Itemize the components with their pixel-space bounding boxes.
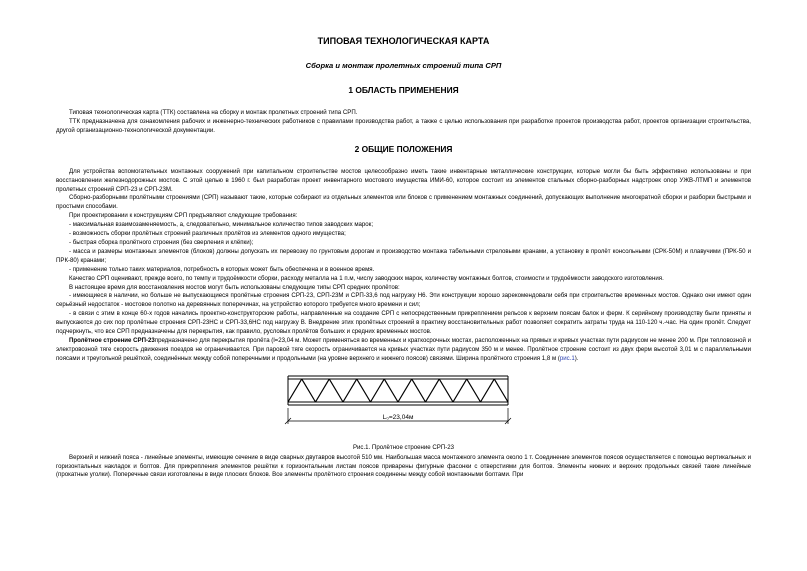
section-2-paragraph: При проектировании к конструкциям СРП предъявляют следующие требования: <box>69 212 298 220</box>
section-2-paragraph: Качество СРП оценивают, прежде всего, по темпу и трудоёмкости сборки, расходу металла на 1 п.м, числу заводских марок, количеству монтажных болтов, стоимости и трудоёмкости заводского изготовления. <box>69 274 664 282</box>
truss-diagonal <box>343 379 357 402</box>
truss-diagonal <box>316 379 330 402</box>
section-2-paragraph: Для устройства вспомогательных монтажных сооружений при капитальном строительстве мостов целесообразно иметь такие инвентарные металлические конструкции, которые могли бы быть эффективно использованы и при восстановлении железнодорожных мостов. С этой целью в 1960 г. был разработан проект инвентарного мостового имущества ИМИ-60, которое состоит из элементов стальных сборно-разборных надстроек опор УЖВ-ЛТМП и элементов пролетных строений СРП-23 и СРП-23М. <box>56 167 751 193</box>
section-2-heading: 2 ОБЩИЕ ПОЛОЖЕНИЯ <box>354 143 453 154</box>
requirement-item: - возможность сборки пролётных строений различных пролётов из элементов одного имущества; <box>69 230 346 238</box>
requirement-item: - быстрая сборка пролётного строения (без сверления и клёпки); <box>69 238 254 246</box>
truss-diagonal <box>384 379 398 402</box>
document-title: ТИПОВАЯ ТЕХНОЛОГИЧЕСКАЯ КАРТА <box>317 36 490 46</box>
requirement-item: - масса и размеры монтажных элементов (блоков) должны допускать их перевозку по грунтовым дорогам и производство монтажа табельными стреловыми кранами, а установку в пролёт консольными (СРК-50М) и плавучими (ПРК-50 и ПРК-80) кранами; <box>56 247 751 264</box>
type-item: - в связи с этим в конце 60-х годов начались проектно-конструкторские работы, направленные на создание СРП с непосредственным прикреплением рельсов к верхним поясам балок и ферм. К серийному производству были приняты и выпускаются до сих пор пролётные строения СРП-23НС и СРП-33,6НС под нагрузку В. Внедрение этих пролётных строений в практику восстановительных работ позволяет сократить затраты труда на 110-120 ч.-час. На один пролёт. Следует подчеркнуть, что все СРП предназначены для перекрытия, как правило, русловых пролётов больших и средних временных мостов. <box>56 310 751 336</box>
truss-diagonal <box>467 379 481 402</box>
truss-diagonal <box>302 379 316 402</box>
srp23-text: предназначено для перекрытия пролёта (l=23,04 м. Может применяться во временных и краткосрочных мостах, расположенных на прямых и кривых участках пути радиусом не менее 200 м. При тепловозной и электровозной тяге скорость движения поездов не ограничивается. При паровой тяге скорость ограничивается на кривых участках пути радиусом 350 м и менее. Пролётное строение состоит из двух ферм высотой 3,01 м с параллельными поясами и треугольной решёткой, соединённых между собой поперечными и продольными (на уровне верхнего и нижнего поясов) связями. Ширина пролётного строения 1,8 м ( <box>56 336 751 362</box>
truss-diagonal <box>426 379 440 402</box>
dimension-label: L₀=23,04м <box>382 413 414 421</box>
requirement-item: - применение только таких материалов, потребность в которых может быть обеспечена и в военное время. <box>69 265 375 273</box>
truss-diagonal <box>398 379 412 402</box>
truss-diagonal <box>357 379 371 402</box>
truss-diagonal <box>439 379 453 402</box>
truss-diagonal <box>412 379 426 402</box>
truss-diagonal <box>329 379 343 402</box>
figure-caption: Рис.1. Пролётное строение СРП-23 <box>352 443 455 451</box>
srp23-text-end: ). <box>574 354 579 362</box>
type-item: - имеющиеся в наличии, но больше не выпускающиеся пролётные строения СРП-23, СРП-23М и СРП-33,6 под нагрузку Н6. Эти конструкции хорошо зарекомендовали себя при строительстве временных мостов. Однако они имеют один серьёзный недостаток - мостовое полотно на деревянных поперечинах, на устройство которого требуется много времени и сил; <box>56 292 751 309</box>
section-2-paragraph: Верхний и нижний пояса - линейные элементы, имеющие сечение в виде сварных двутавров высотой 510 мм. Наибольшая масса монтажного элемента около 1 т. Соединение элементов поясов осуществляется с помощью вертикальных и горизонтальных накладок и болтов. Для прикрепления элементов решётки к горизонтальным листам поясов приварены фигурные фасонки с отверстиями для болтов. Элементы нижних и верхних продольных связей такие линейные (прокатные уголки). Поперечные связи изготовлены в виде плоских блоков. Все элементы пролётного строения соединены между собой монтажными болтами. При <box>56 453 751 479</box>
figure-link[interactable]: рис.1 <box>559 354 575 362</box>
requirement-item: - максимальная взаимозаменяемость, а, следовательно, минимальное количество типов заводских марок; <box>69 221 374 229</box>
section-1-heading: 1 ОБЛАСТЬ ПРИМЕНЕНИЯ <box>348 85 459 95</box>
section-2-paragraph: Сборно-разборными пролётными строениями (СРП) называют такие, которые собирают из отдельных элементов или блоков с применением монтажных соединений, допускающих выполнение многократной сборки и разборки быстрыми и простыми способами. <box>56 194 751 211</box>
truss-drawing <box>268 368 528 438</box>
truss-diagonal <box>288 379 302 402</box>
srp23-paragraph <box>56 337 751 364</box>
truss-diagonal <box>481 379 495 402</box>
truss-diagonal <box>371 379 385 402</box>
truss-lattice <box>288 379 508 402</box>
truss-diagonal <box>453 379 467 402</box>
srp23-term: Пролётное строение СРП-23 <box>69 336 155 344</box>
section-2-paragraph: В настоящее время для восстановления мостов могут быть использованы следующие типы СРП средних пролётов: <box>69 283 400 291</box>
truss-figure <box>56 368 751 444</box>
document-subtitle: Сборка и монтаж пролетных строений типа СРП <box>305 61 502 70</box>
section-1-paragraph: Типовая технологическая карта (ТТК) составлена на сборку и монтаж пролетных строений типа СРП. <box>69 109 358 116</box>
truss-diagonal <box>494 379 508 402</box>
section-1-paragraph: ТТК предназначена для ознакомления рабочих и инженерно-технических работников с правилами производства работ, а также с целью использования при разработке проектов производства работ, проектов организации строительства, другой организационно-технологической документации. <box>56 117 751 134</box>
